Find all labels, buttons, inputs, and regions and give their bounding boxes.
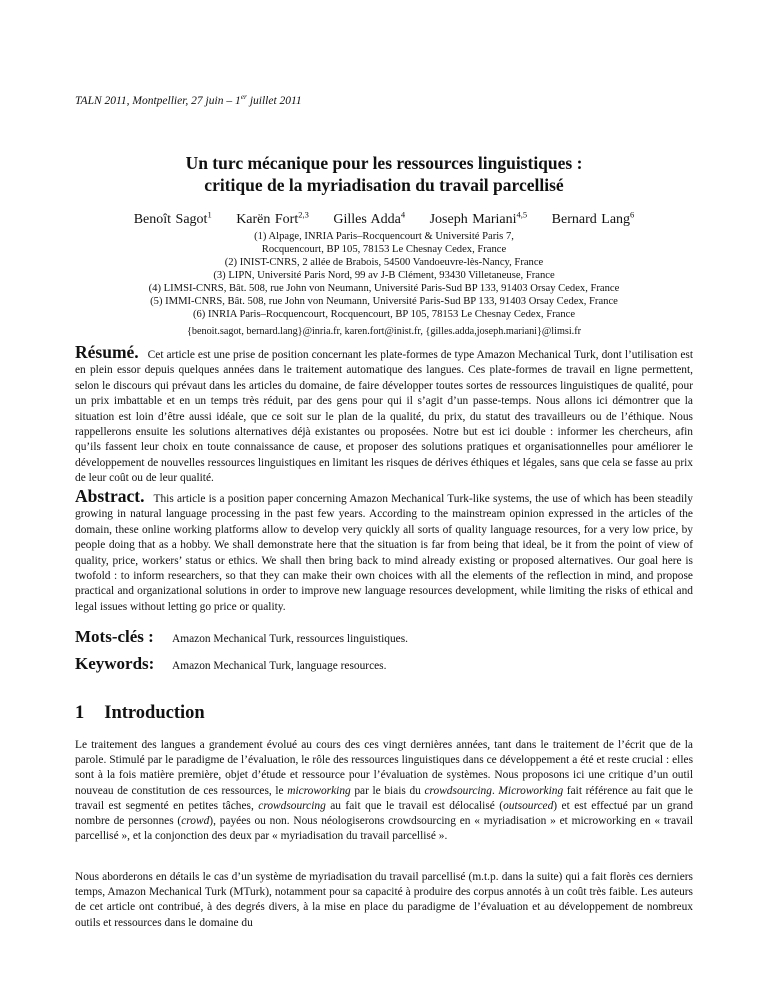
author-sup: 2,3 <box>298 209 309 219</box>
author-emails: {benoit.sagot, bernard.lang}@inria.fr, karen.fort@inist.fr, {gilles.adda,joseph.mariani}@limsi.fr <box>186 326 581 337</box>
keywords-text: Amazon Mechanical Turk, language resources. <box>172 660 387 672</box>
text-run: au fait que le travail est délocalisé ( <box>325 799 504 812</box>
emph-term: crowdsourcing <box>424 784 492 797</box>
text-run: par le biais du <box>350 784 425 797</box>
section-number: 1 <box>75 703 85 723</box>
author-name: Joseph Mariani <box>429 211 517 227</box>
abstract-text: This article is a position paper concerning Amazon Mechanical Turk-like systems, the use of which has been steadily growing in natural language processing in the past few years. According to the mainstream opinion expressed in the articles of the domain, these online working platforms allow to develop very quickly all sorts of quality language resources, for a very low price, by people doing that as a hobby. We shall demonstrate here that the situation is far from being that ideal, be it from the point of view of quality, price, workers’ status or ethics. We shall then bring back to mind already existing or proposed alternatives. Our goal here is twofold : to inform researchers, so that they can make their own choices with all the elements of the reflection in mind, and propose practical and organizational solutions in order to improve new language resources development, while limiting the risks of ethical and legal issues without letting go price or quality. <box>75 493 693 613</box>
author-sup: 4,5 <box>516 209 528 219</box>
resume-heading: Résumé. <box>75 342 139 362</box>
affiliation-line: (6) INRIA Paris–Rocquencourt, Rocquencourt, BP 105, 78153 Le Chesnay Cedex, France <box>192 309 576 320</box>
abstract-heading: Abstract. <box>75 486 145 506</box>
affiliation-line: (4) LIMSI-CNRS, Bât. 508, rue John von Neumann, Université Paris-Sud BP 133, 91403 Orsay Cedex, France <box>148 283 620 294</box>
author <box>333 209 406 227</box>
author-list <box>0 209 768 228</box>
author <box>236 209 309 227</box>
resume-section <box>75 342 693 487</box>
title-line-2: critique de la myriadisation du travail parcellisé <box>204 175 564 195</box>
emph-term: Microworking <box>498 784 564 797</box>
emph-term: microworking <box>287 784 351 797</box>
motscles-heading: Mots-clés : <box>75 627 154 646</box>
text-run: Le traitement des langues a grandement évolué au cours des ces vingt dernières années, tant dans le traitement de l’écrit que de la parole. Stimulé par le paradigme de l’évaluation, le rôle des ressources linguistiques dans ce développement a été et reste crucial : elles sont à la fois matière première, objet d’étude et ressource pour l’évaluation de systèmes. Nous proposons ici une critique d’un outil nouveau de constitution de ces ressources, le <box>75 739 693 797</box>
section-title: Introduction <box>104 703 205 723</box>
title-line-1: Un turc mécanique pour les ressources linguistiques : <box>185 153 583 173</box>
author-sup: 4 <box>400 209 406 219</box>
paper-title <box>0 152 768 196</box>
author-name: Bernard Lang <box>551 211 631 227</box>
text-run: . <box>491 784 499 797</box>
body-paragraph <box>75 738 693 844</box>
affiliation-line: (2) INIST-CNRS, 2 allée de Brabois, 54500 Vandoeuvre-lès-Nancy, France <box>224 257 544 268</box>
section-heading <box>75 703 205 724</box>
resume-text: Cet article est une prise de position concernant les plate-formes de type Amazon Mechanical Turk, dont l’utilisation est en plein essor depuis quelques années dans le traitement automatique des langues. Ces plate-formes de travail en ligne permettent, selon le discours qui prévaut dans les articles du domaine, de faire développer toutes sortes de ressources linguistiques de qualité, pour un prix imbattable et en un temps très réduit, par des gens pour qui il s’agit d’un passe-temps. Nous allons ici démontrer que la situation est loin d’être aussi idéale, que ce soit sur le plan de la qualité, du prix, du statut des travailleurs ou de l’éthique. Nous rappellerons ensuite les solutions alternatives déjà existantes ou proposées. Notre but est ici double : informer les chercheurs, afin qu’ils fassent leur choix en toute connaissance de cause, et proposer des solutions pratiques et organisationnelles pour améliorer le développement de nouvelles ressources linguistiques en limitant les risques de dérives éthiques et légales, sans que cela se fasse au prix de leur coût ou de leur qualité. <box>75 349 693 485</box>
running-head-text-end: juillet 2011 <box>246 94 302 107</box>
motscles-text: Amazon Mechanical Turk, ressources linguistiques. <box>172 633 408 645</box>
author <box>429 209 528 227</box>
author-name: Benoît Sagot <box>133 211 208 227</box>
motscles-row <box>75 627 693 647</box>
author <box>133 209 212 227</box>
emph-term: outsourced <box>503 799 554 812</box>
abstract-section <box>75 486 693 615</box>
affiliations <box>0 230 768 338</box>
keywords-row <box>75 654 693 674</box>
author-name: Karën Fort <box>236 211 299 227</box>
body-paragraph: Nous aborderons en détails le cas d’un système de myriadisation du travail parcellisé (m.t.p. dans la suite) qui a fait florès ces derniers temps, Amazon Mechanical Turk (MTurk), notamment pour sa capacité à produire des corpus annotés à un coût très faible. Les auteurs de cet article ont contribué, à des degrés divers, à la mise en place du paradigme de l’évaluation et au développement de nombreux outils et ressources dans le domaine du <box>75 871 693 929</box>
affiliation-line: (5) IMMI-CNRS, Bât. 508, rue John von Neumann, Université Paris-Sud BP 133, 91403 Orsay Cedex, France <box>150 296 618 307</box>
author-sup: 6 <box>630 209 635 219</box>
author <box>551 209 635 227</box>
affiliation-line: (1) Alpage, INRIA Paris–Rocquencourt & Université Paris 7, <box>254 231 514 242</box>
text-run: ), payées ou non. Nous néologiserons crowdsourcing en « myriadisation » et microworking en « travail parcellisé », et la conjonction des deux par « myriadisation du travail parcellisé ». <box>75 815 694 843</box>
text-run: fait référence au fait que le travail est segmenté en petites tâches, <box>75 784 693 812</box>
affiliation-line: Rocquencourt, BP 105, 78153 Le Chesnay Cedex, France <box>261 244 507 255</box>
author-sup: 1 <box>207 209 212 219</box>
author-name: Gilles Adda <box>333 211 401 227</box>
emph-term: crowdsourcing <box>258 799 326 812</box>
affiliation-line: (3) LIPN, Université Paris Nord, 99 av J-B Clément, 93430 Villetaneuse, France <box>213 270 555 281</box>
running-head-text: TALN 2011, Montpellier, 27 juin – 1 <box>75 94 241 107</box>
emph-term: crowd <box>181 815 210 828</box>
keywords-heading: Keywords: <box>75 654 155 673</box>
running-head-sup: er <box>240 92 247 101</box>
text-run: ) et est effectué par un grand nombre de personnes ( <box>75 799 693 828</box>
running-head <box>75 92 302 107</box>
